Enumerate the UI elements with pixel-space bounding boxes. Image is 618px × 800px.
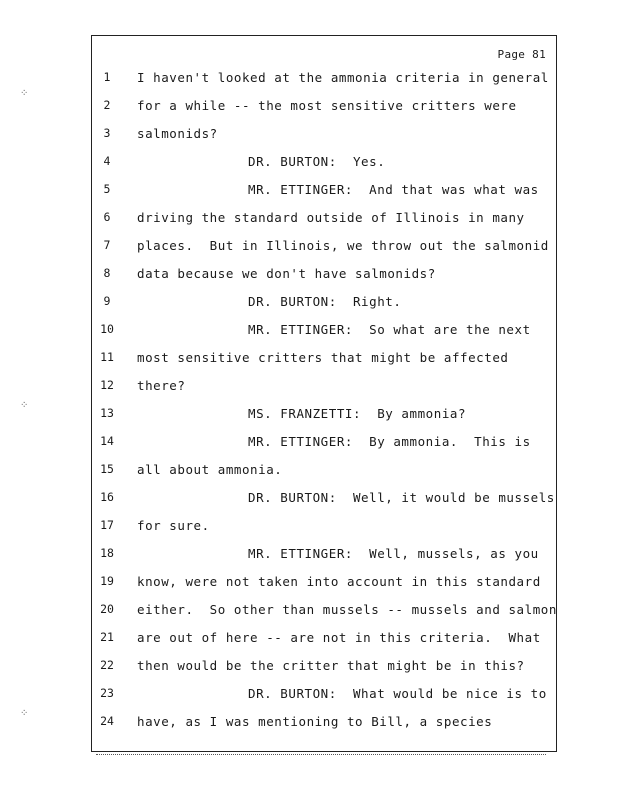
- line-number: 5: [103, 182, 111, 196]
- line-text: have, as I was mentioning to Bill, a species: [137, 714, 493, 729]
- line-number: 12: [100, 378, 114, 392]
- transcript-line: [92, 70, 556, 90]
- transcript-line: [92, 686, 556, 706]
- transcript-line: [92, 406, 556, 426]
- line-text: there?: [137, 378, 186, 393]
- transcript-line: [92, 546, 556, 566]
- line-number: 2: [103, 98, 111, 112]
- line-text: MR. ETTINGER: By ammonia. This is: [248, 434, 531, 449]
- transcript-line: [92, 210, 556, 230]
- transcript-line: [92, 322, 556, 342]
- transcript-line: [92, 574, 556, 594]
- line-number: 17: [100, 518, 114, 532]
- margin-mark: ⁘: [20, 708, 29, 719]
- transcript-line: [92, 462, 556, 482]
- line-text: salmonids?: [137, 126, 218, 141]
- line-number: 15: [100, 462, 114, 476]
- transcript-line: [92, 182, 556, 202]
- line-number: 20: [100, 602, 114, 616]
- transcript-line: [92, 126, 556, 146]
- line-text: are out of here -- are not in this criteria. What: [137, 630, 541, 645]
- line-text: DR. BURTON: Right.: [248, 294, 402, 309]
- line-number: 7: [103, 238, 111, 252]
- transcript-line: [92, 378, 556, 398]
- line-text: all about ammonia.: [137, 462, 283, 477]
- transcript-line: [92, 98, 556, 118]
- transcript-line: [92, 238, 556, 258]
- line-number: 4: [103, 154, 111, 168]
- transcript-line: [92, 490, 556, 510]
- line-number: 24: [100, 714, 114, 728]
- margin-mark: ⁘: [20, 400, 29, 411]
- line-text: DR. BURTON: What would be nice is to: [248, 686, 547, 701]
- line-number: 13: [100, 406, 114, 420]
- line-text: then would be the critter that might be in this?: [137, 658, 525, 673]
- line-number: 22: [100, 658, 114, 672]
- line-number: 3: [103, 126, 111, 140]
- transcript-line: [92, 350, 556, 370]
- line-text: for sure.: [137, 518, 210, 533]
- transcript-line: [92, 658, 556, 678]
- line-number: 14: [100, 434, 114, 448]
- line-number: 1: [103, 70, 111, 84]
- line-number: 9: [103, 294, 111, 308]
- bottom-rule: [96, 754, 546, 755]
- line-number: 6: [103, 210, 111, 224]
- transcript-line: [92, 294, 556, 314]
- line-number: 19: [100, 574, 114, 588]
- line-text: data because we don't have salmonids?: [137, 266, 436, 281]
- line-text: for a while -- the most sensitive critters were: [137, 98, 517, 113]
- line-text: either. So other than mussels -- mussels and salmon: [137, 602, 557, 617]
- transcript-line: [92, 602, 556, 622]
- line-text: DR. BURTON: Well, it would be mussels: [248, 490, 555, 505]
- line-text: know, were not taken into account in this standard: [137, 574, 541, 589]
- line-number: 16: [100, 490, 114, 504]
- transcript-line: [92, 434, 556, 454]
- transcript-line: [92, 266, 556, 286]
- line-text: MR. ETTINGER: So what are the next: [248, 322, 531, 337]
- line-text: I haven't looked at the ammonia criteria in general: [137, 70, 549, 85]
- line-text: MS. FRANZETTI: By ammonia?: [248, 406, 467, 421]
- line-text: MR. ETTINGER: Well, mussels, as you: [248, 546, 539, 561]
- line-number: 23: [100, 686, 114, 700]
- transcript-page: [91, 35, 557, 752]
- page-number: Page 81: [497, 48, 546, 61]
- line-text: MR. ETTINGER: And that was what was: [248, 182, 539, 197]
- line-number: 21: [100, 630, 114, 644]
- line-number: 8: [103, 266, 111, 280]
- line-number: 10: [100, 322, 114, 336]
- transcript-line: [92, 154, 556, 174]
- line-number: 11: [100, 350, 114, 364]
- transcript-line: [92, 630, 556, 650]
- line-text: DR. BURTON: Yes.: [248, 154, 386, 169]
- transcript-line: [92, 714, 556, 734]
- margin-mark: ⁘: [20, 88, 29, 99]
- transcript-line: [92, 518, 556, 538]
- line-number: 18: [100, 546, 114, 560]
- line-text: driving the standard outside of Illinois in many: [137, 210, 525, 225]
- line-text: most sensitive critters that might be affected: [137, 350, 509, 365]
- line-text: places. But in Illinois, we throw out the salmonid: [137, 238, 549, 253]
